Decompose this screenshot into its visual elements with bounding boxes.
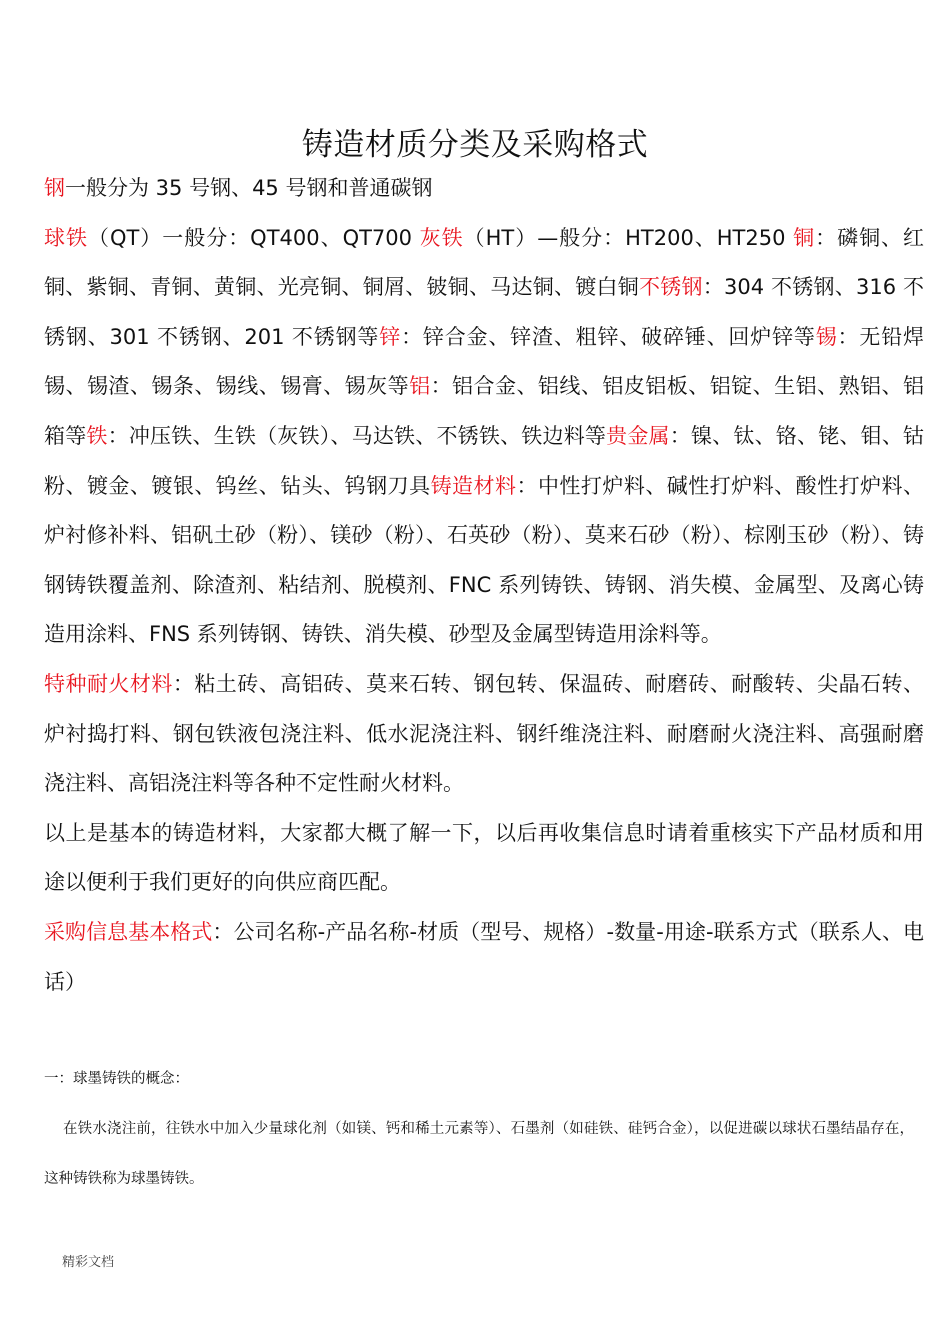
watermark-text: 精彩文档 [62,1255,115,1270]
iron-text: ：冲压铁、生铁（灰铁）、马达铁、不锈铁、铁边料等 [107,423,607,448]
aluminum-text: ：铝合金、铝线、铝皮铝板、铝锭、生铝、熟铝、铝箱等 [44,374,925,448]
keyword-copper: 铜 [793,225,816,250]
page-title: 铸造材质分类及采购格式 [301,126,649,163]
keyword-gray-iron: 灰铁 [419,225,464,250]
paragraph-steel [44,164,924,214]
copper-text: ：磷铜、红铜、紫铜、青铜、黄铜、光亮铜、铜屑、铍铜、马达铜、镀白铜 [44,225,925,300]
paragraph-summary [44,809,924,908]
casting-materials-text: ：中性打炉料、碱性打炉料、酸性打炉料、炉衬修补料、铝矾土砂（粉）、镁砂（粉）、石英砂（粉）、莫来石砂（粉）、棕刚玉砂（粉）、铸钢铸铁覆盖剂、除渣剂、粘结剂、脱模剂、FNC 系列铸铁、铸钢、消失模、金属型、及离心铸造用涂料、FNS 系列铸钢、铸铁、消失模、砂型及金属型铸造用涂料等。 [44,473,925,647]
keyword-stainless: 不锈钢 [639,275,703,300]
keyword-ductile-iron: 球铁 [44,225,88,250]
keyword-refractory: 特种耐火材料 [44,671,173,696]
keyword-purchase-format: 采购信息基本格式 [44,919,213,944]
keyword-zinc: 锌 [379,324,402,349]
keyword-iron: 铁 [86,423,108,448]
keyword-casting-materials: 铸造材料 [430,473,517,498]
steel-text: 一般分为 35 号钢、45 号钢和普通碳钢 [65,176,433,200]
paragraph-refractory [44,660,924,809]
refractory-text: ：粘土砖、高铝砖、莫来石转、钢包转、保温砖、耐磨砖、耐酸转、尖晶石转、炉衬捣打料、钢包铁液包浇注料、低水泥浇注料、钢纤维浇注料、耐磨耐火浇注料、高强耐磨浇注料、高铝浇注料等各种不定性耐火材料。 [44,671,925,796]
paragraph-purchase-format [44,908,924,1007]
document-body [44,164,924,1007]
keyword-tin: 锡 [815,324,838,349]
keyword-aluminum: 铝 [409,374,431,399]
tin-text: ：无铅焊锡、锡渣、锡条、锡线、锡膏、锡灰等 [44,324,925,399]
stainless-text: ：304 不锈钢、316 不锈钢、301 不锈钢、201 不锈钢等 [44,275,925,349]
section-heading: 一：球墨铸铁的概念： [44,1071,189,1087]
keyword-precious-metals: 贵金属 [606,423,670,448]
purchase-format-text: ：公司名称-产品名称-材质（型号、规格）-数量-用途-联系方式（联系人、电话） [44,919,925,994]
paragraph-metals [44,214,924,660]
gray-iron-text: （HT）—般分：HT200、HT250 [463,225,794,250]
precious-metals-text: ：镍、钛、铬、铑、钼、钴粉、镀金、镀银、钨丝、钻头、钨钢刀具 [44,423,925,498]
keyword-steel: 钢 [44,176,65,200]
zinc-text: ：锌合金、锌渣、粗锌、破碎锤、回炉锌等 [401,324,816,349]
section-paragraph: 在铁水浇注前，往铁水中加入少量球化剂（如镁、钙和稀土元素等）、石墨剂（如硅铁、硅钙合金），以促进碳以球状石墨结晶存在，这种铸铁称为球墨铸铁。 [44,1121,914,1187]
summary-text: 以上是基本的铸造材料，大家都大概了解一下，以后再收集信息时请着重核实下产品材质和用途以便利于我们更好的向供应商匹配。 [44,820,924,895]
ductile-iron-text: （QT）一般分：QT400、QT700 [87,225,420,250]
